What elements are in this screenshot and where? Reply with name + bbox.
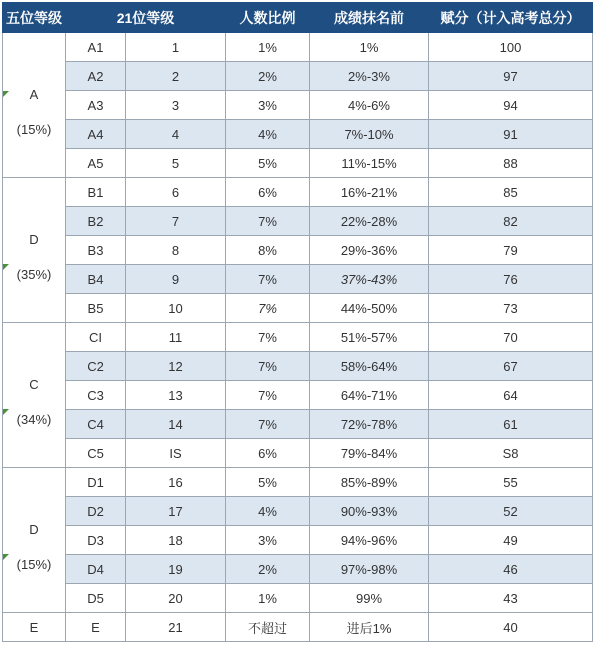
cell-score: 97 [429, 62, 593, 91]
cell-score: 55 [429, 468, 593, 497]
cell-ratio: 不超过 [226, 613, 310, 642]
group-letter: D [29, 522, 39, 537]
table-row [3, 207, 593, 236]
cell-score: 91 [429, 120, 593, 149]
cell-rank: 6 [126, 178, 226, 207]
cell-21-grade: D4 [66, 555, 126, 584]
cell-21-grade: C5 [66, 439, 126, 468]
cell-ratio: 8% [226, 236, 310, 265]
table-row [3, 381, 593, 410]
cell-rank: 17 [126, 497, 226, 526]
cell-rank: 10 [126, 294, 226, 323]
table-row [3, 555, 593, 584]
cell-ratio: 1% [226, 33, 310, 62]
grade-conversion-table [2, 2, 593, 642]
cell-21-grade: D1 [66, 468, 126, 497]
cell-ratio: 5% [226, 149, 310, 178]
cell-ratio: 2% [226, 62, 310, 91]
grade-table-container [2, 2, 592, 642]
cell-range: 90%-93% [310, 497, 429, 526]
table-row [3, 497, 593, 526]
cell-score: 76 [429, 265, 593, 294]
header-rank-range: 成绩抹名前 [310, 3, 429, 33]
cell-rank: IS [126, 439, 226, 468]
green-corner-mark-icon [3, 409, 9, 415]
cell-21-grade: D2 [66, 497, 126, 526]
table-row [3, 178, 593, 207]
group-letter: C [29, 377, 39, 392]
cell-21-grade: A4 [66, 120, 126, 149]
table-row [3, 149, 593, 178]
cell-ratio: 7% [226, 410, 310, 439]
table-row [3, 91, 593, 120]
cell-score: 82 [429, 207, 593, 236]
header-five-level: 五位等级 [3, 3, 66, 33]
cell-range: 16%-21% [310, 178, 429, 207]
cell-ratio: 7% [226, 381, 310, 410]
table-row [3, 294, 593, 323]
cell-rank: 11 [126, 323, 226, 352]
cell-21-grade: CI [66, 323, 126, 352]
cell-score: 43 [429, 584, 593, 613]
cell-ratio: 6% [226, 439, 310, 468]
cell-21-grade: A1 [66, 33, 126, 62]
cell-ratio: 4% [226, 120, 310, 149]
cell-21-grade: B4 [66, 265, 126, 294]
cell-score: 46 [429, 555, 593, 584]
grade-group-d [3, 468, 66, 613]
table-row [3, 33, 593, 62]
cell-ratio: 7% [226, 265, 310, 294]
cell-range: 22%-28% [310, 207, 429, 236]
header-21-level: 21位等级 [66, 3, 226, 33]
green-corner-mark-icon [3, 91, 9, 97]
cell-21-grade: C4 [66, 410, 126, 439]
header-row [3, 3, 593, 33]
cell-range: 94%-96% [310, 526, 429, 555]
cell-score: 94 [429, 91, 593, 120]
cell-range: 29%-36% [310, 236, 429, 265]
cell-range: 64%-71% [310, 381, 429, 410]
cell-21-grade: B2 [66, 207, 126, 236]
cell-range: 11%-15% [310, 149, 429, 178]
table-header [3, 3, 593, 33]
cell-rank: 14 [126, 410, 226, 439]
cell-score: 70 [429, 323, 593, 352]
cell-ratio: 6% [226, 178, 310, 207]
cell-ratio: 3% [226, 91, 310, 120]
cell-score: 88 [429, 149, 593, 178]
cell-score: 100 [429, 33, 593, 62]
cell-range: 72%-78% [310, 410, 429, 439]
table-row [3, 265, 593, 294]
table-row-e [3, 613, 593, 642]
green-corner-mark-icon [3, 264, 9, 270]
green-corner-mark-icon [3, 554, 9, 560]
cell-range: 51%-57% [310, 323, 429, 352]
table-row [3, 352, 593, 381]
header-ratio: 人数比例 [226, 3, 310, 33]
cell-rank: 2 [126, 62, 226, 91]
cell-ratio: 7% [226, 323, 310, 352]
group-percent: (15%) [16, 122, 52, 137]
cell-rank: 7 [126, 207, 226, 236]
group-letter: A [29, 87, 39, 102]
cell-21-grade: B5 [66, 294, 126, 323]
cell-score: 64 [429, 381, 593, 410]
cell-21-grade: E [66, 613, 126, 642]
cell-ratio: 1% [226, 584, 310, 613]
table-row [3, 526, 593, 555]
cell-21-grade: D3 [66, 526, 126, 555]
cell-range: 97%-98% [310, 555, 429, 584]
cell-rank: 12 [126, 352, 226, 381]
cell-ratio: 3% [226, 526, 310, 555]
table-row [3, 439, 593, 468]
cell-ratio: 5% [226, 468, 310, 497]
group-percent: (35%) [16, 267, 52, 282]
table-body [3, 33, 593, 642]
cell-21-grade: A3 [66, 91, 126, 120]
table-row [3, 468, 593, 497]
cell-21-grade: D5 [66, 584, 126, 613]
cell-rank: 19 [126, 555, 226, 584]
group-letter: D [29, 232, 39, 247]
cell-21-grade: B3 [66, 236, 126, 265]
cell-score: S8 [429, 439, 593, 468]
cell-score: 73 [429, 294, 593, 323]
cell-score: 85 [429, 178, 593, 207]
cell-range: 79%-84% [310, 439, 429, 468]
cell-rank: 13 [126, 381, 226, 410]
cell-range: 85%-89% [310, 468, 429, 497]
cell-rank: 9 [126, 265, 226, 294]
cell-range: 4%-6% [310, 91, 429, 120]
cell-ratio: 7% [226, 294, 310, 323]
table-row [3, 584, 593, 613]
cell-score: 52 [429, 497, 593, 526]
cell-rank: 8 [126, 236, 226, 265]
cell-rank: 4 [126, 120, 226, 149]
cell-21-grade: B1 [66, 178, 126, 207]
group-percent: (34%) [16, 412, 52, 427]
cell-21-grade: C2 [66, 352, 126, 381]
table-row [3, 323, 593, 352]
grade-group-c [3, 323, 66, 468]
cell-range: 1% [310, 33, 429, 62]
table-row [3, 62, 593, 91]
grade-group-e: E [3, 613, 66, 642]
cell-ratio: 7% [226, 207, 310, 236]
cell-score: 79 [429, 236, 593, 265]
cell-range: 37%-43% [310, 265, 429, 294]
cell-range: 2%-3% [310, 62, 429, 91]
cell-range: 99% [310, 584, 429, 613]
cell-ratio: 7% [226, 352, 310, 381]
cell-21-grade: A5 [66, 149, 126, 178]
cell-21-grade: A2 [66, 62, 126, 91]
cell-score: 61 [429, 410, 593, 439]
cell-ratio: 2% [226, 555, 310, 584]
cell-rank: 3 [126, 91, 226, 120]
cell-score: 40 [429, 613, 593, 642]
cell-rank: 20 [126, 584, 226, 613]
cell-rank: 1 [126, 33, 226, 62]
cell-rank: 21 [126, 613, 226, 642]
cell-range: 44%-50% [310, 294, 429, 323]
group-percent: (15%) [16, 557, 52, 572]
cell-range: 7%-10% [310, 120, 429, 149]
cell-range: 进后1% [310, 613, 429, 642]
table-row [3, 236, 593, 265]
table-row [3, 120, 593, 149]
cell-21-grade: C3 [66, 381, 126, 410]
grade-group-b [3, 178, 66, 323]
cell-score: 67 [429, 352, 593, 381]
cell-rank: 16 [126, 468, 226, 497]
cell-rank: 5 [126, 149, 226, 178]
cell-rank: 18 [126, 526, 226, 555]
cell-score: 49 [429, 526, 593, 555]
cell-ratio: 4% [226, 497, 310, 526]
header-score: 赋分（计入高考总分） [429, 3, 593, 33]
cell-range: 58%-64% [310, 352, 429, 381]
grade-group-a [3, 33, 66, 178]
table-row [3, 410, 593, 439]
